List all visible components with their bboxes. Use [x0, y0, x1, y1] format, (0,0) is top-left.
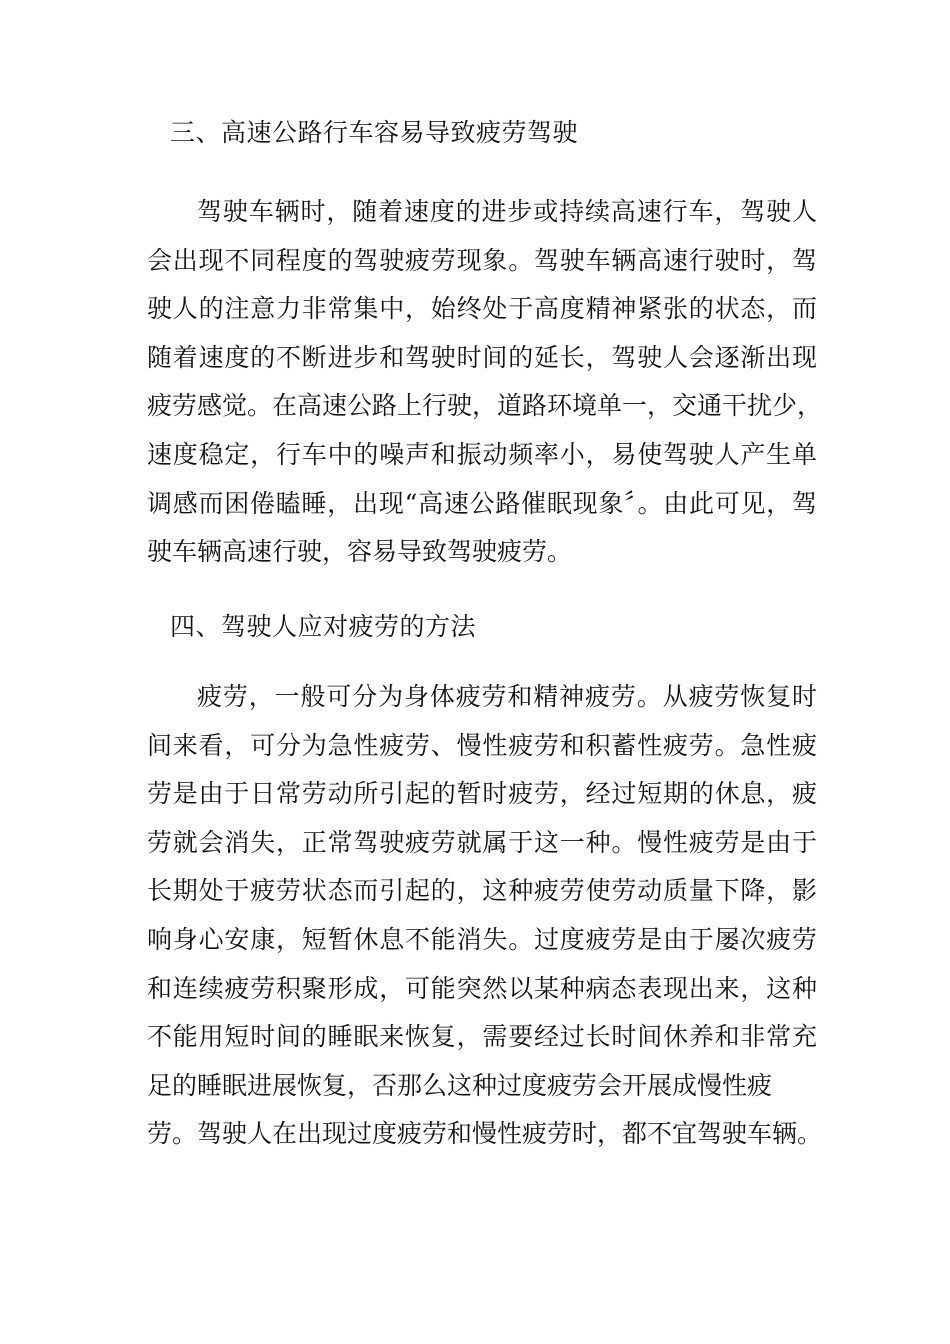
paragraph-line: 调感而困倦瞌睡，出现“高速公路催眠现象〞。由此可见，驾 — [147, 488, 817, 518]
paragraph-line: 长期处于疲劳状态而引起的，这种疲劳使劳动质量下降，影 — [147, 876, 817, 906]
paragraph-line: 驾驶车辆时，随着速度的进步或持续高速行车，驾驶人 — [197, 197, 817, 226]
paragraph-line: 间来看，可分为急性疲劳、慢性疲劳和积蓄性疲劳。急性疲 — [147, 730, 817, 760]
paragraph-line: 劳。驾驶人在出现过度疲劳和慢性疲劳时，都不宜驾驶车辆。 — [147, 1119, 823, 1149]
paragraph-line: 疲劳感觉。在高速公路上行驶，道路环境单一，交通干扰少， — [147, 391, 823, 421]
paragraph-line: 驶车辆高速行驶，容易导致驾驶疲劳。 — [147, 537, 573, 567]
paragraph-line: 会出现不同程度的驾驶疲劳现象。驾驶车辆高速行驶时，驾 — [147, 245, 817, 275]
paragraph-line: 足的睡眠进展恢复，否那么这种过度疲劳会开展成慢性疲 — [147, 1070, 773, 1100]
section-heading-3: 三、高速公路行车容易导致疲劳驾驶 — [170, 118, 579, 147]
paragraph-highway-fatigue — [147, 188, 823, 577]
paragraph-line: 速度稳定，行车中的噪声和振动频率小，易使驾驶人产生单 — [147, 439, 817, 469]
paragraph-line: 驶人的注意力非常集中，始终处于高度精神紧张的状态，而 — [147, 294, 817, 324]
paragraph-line: 响身心安康，短暂休息不能消失。过度疲劳是由于屡次疲劳 — [147, 924, 817, 954]
paragraph-line: 劳是由于日常劳动所引起的暂时疲劳，经过短期的休息，疲 — [147, 779, 817, 809]
paragraph-fatigue-methods — [147, 673, 823, 1159]
paragraph-line: 随着速度的不断进步和驾驶时间的延长，驾驶人会逐渐出现 — [147, 342, 817, 372]
section-heading-4: 四、驾驶人应对疲劳的方法 — [170, 612, 477, 641]
paragraph-line: 和连续疲劳积聚形成，可能突然以某种病态表现出来，这种 — [147, 973, 817, 1003]
paragraph-line: 劳就会消失，正常驾驶疲劳就属于这一种。慢性疲劳是由于 — [147, 827, 817, 857]
paragraph-line: 不能用短时间的睡眠来恢复，需要经过长时间休养和非常充 — [147, 1022, 817, 1052]
paragraph-line: 疲劳，一般可分为身体疲劳和精神疲劳。从疲劳恢复时 — [197, 682, 817, 711]
